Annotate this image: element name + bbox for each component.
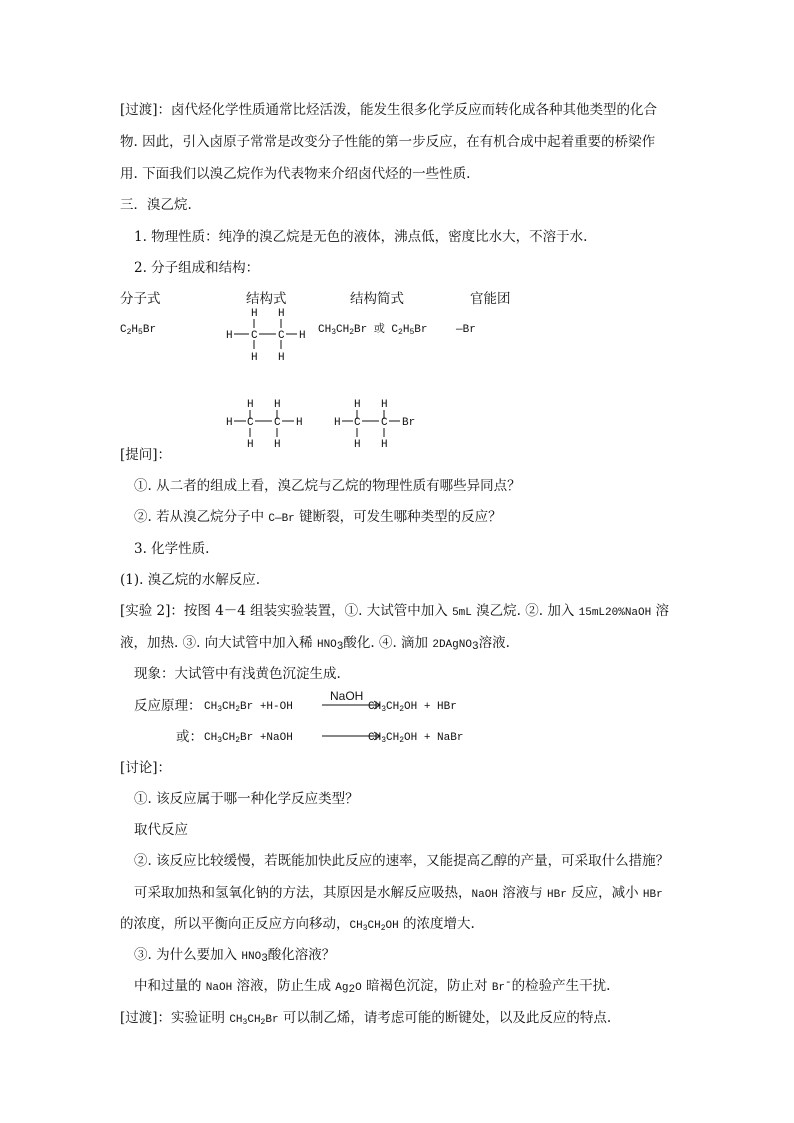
composition-heading: 2. 分子组成和结构： [134,260,260,276]
svg-text:H: H [251,352,258,364]
svg-text:H: H [354,399,361,411]
discussion-q2: ②. 该反应比较缓慢，若既能加快此反应的速率，又能提高乙醇的产量，可采取什么措施？ [134,853,670,869]
svg-text:C: C [278,330,285,342]
svg-text:H: H [381,439,388,451]
phenomenon: 现象：大试管中有浅黄色沉淀生成. [134,666,341,682]
bromoethane-structure-bottom [332,393,432,455]
reaction-2-reactants: $CH_3CH_2Br$ +NaOH [204,732,293,745]
para-transition-2: 物. 因此，引入卤原子常常是改变分子性能的第一步反应，在有机合成中起着重要的桥梁作 [120,134,656,150]
reaction-alt-label: 或： [176,729,203,745]
reaction-1-reactants: $CH_3CH_2Br +H-OH$ [204,701,293,714]
discussion-heading: [讨论]： [120,760,172,776]
para-transition-1: [过渡]：卤代烃化学性质通常比烃活泼，能发生很多化学反应而转化成各种其他类型的化合 [120,102,658,118]
svg-text:H: H [381,399,388,411]
discussion-a1: 取代反应 [134,822,188,838]
svg-text:H: H [299,330,306,342]
header-condensed-formula: 结构简式 [350,291,404,307]
experiment-line-1: [实验 2]：按图 4－4 组装实验装置，①. 大试管中加入 5mL 溴乙烷. ②. 加入 15mL20%NaOH 溶 [120,603,670,619]
section-heading: 三．溴乙烷. [120,197,192,213]
functional-group: —Br [456,324,476,336]
discussion-a2-line-2: 的浓度，所以平衡向正反应方向移动，$CH_3CH_2OH$ 的浓度增大. [120,916,475,933]
svg-text:H: H [334,417,341,429]
svg-text:H: H [251,308,258,320]
transition-final: [过渡]：实验证明 $CH_3CH_2Br$ 可以制乙烯，请考虑可能的断键处，以及此反应的特点. [120,1010,612,1027]
ethane-structure [222,393,312,455]
svg-text:H: H [226,417,233,429]
condensed-formula: $CH_3CH_2Br$ 或 $C_2H_5Br$ [318,324,428,337]
header-molecular-formula: 分子式 [120,291,161,307]
bromoethane-structure-top [222,302,312,364]
para-transition-3: 用. 下面我们以溴乙烷作为代表物来介绍卤代烃的一些性质. [120,166,471,182]
question-1: ①. 从二者的组成上看，溴乙烷与乙烷的物理性质有哪些异同点？ [134,478,521,494]
svg-text:C: C [251,330,258,342]
header-functional-group: 官能团 [470,291,511,307]
reaction-2-products: $CH_3CH_2OH$ + NaBr [368,732,464,745]
question-heading: [提问]： [120,447,172,463]
svg-text:C: C [354,417,361,429]
svg-text:H: H [274,399,281,411]
svg-text:Br: Br [402,417,416,429]
hydrolysis-heading: (1). 溴乙烷的水解反应. [120,572,260,588]
reaction-1-products: $CH_3CH_2OH$ + HBr [368,701,457,714]
svg-text:H: H [278,308,285,320]
svg-text:C: C [381,417,388,429]
svg-text:H: H [354,439,361,451]
discussion-a3: 中和过量的 NaOH 溶液，防止生成 $Ag_2O$ 暗褐色沉淀，防止对 Br-的检验产生干扰. [134,977,611,996]
svg-text:H: H [274,439,281,451]
discussion-q1: ①. 该反应属于哪一种化学反应类型？ [134,791,359,807]
svg-text:H: H [226,330,233,342]
question-2: ②. 若从溴乙烷分子中 C—Br 键断裂，可发生哪种类型的反应？ [134,509,502,525]
molecular-formula: $C_2H_5Br$ [120,324,157,337]
discussion-a2-line-1: 可采取加热和氢氧化钠的方法，其原因是水解反应吸热，NaOH 溶液与 HBr 反应，减小 HBr [134,885,663,901]
svg-text:H: H [296,417,303,429]
reaction-label: 反应原理： [134,698,202,714]
chemical-properties-heading: 3. 化学性质. [134,541,210,557]
experiment-line-2: 液，加热. ③. 向大试管中加入稀 $HNO_3$酸化. ④. 滴加 2DAgNO$_3$溶液. [120,635,510,653]
header-structural-formula: 结构式 [246,291,287,307]
svg-text:C: C [247,417,254,429]
svg-text:H: H [278,352,285,364]
svg-text:H: H [247,439,254,451]
discussion-q3: ③. 为什么要加入 $HNO_3$酸化溶液？ [134,947,336,965]
physical-properties: 1. 物理性质：纯净的溴乙烷是无色的液体，沸点低，密度比水大，不溶于水. [134,229,588,245]
svg-text:H: H [247,399,254,411]
svg-text:C: C [274,417,281,429]
reaction-condition: NaOH [330,689,364,703]
